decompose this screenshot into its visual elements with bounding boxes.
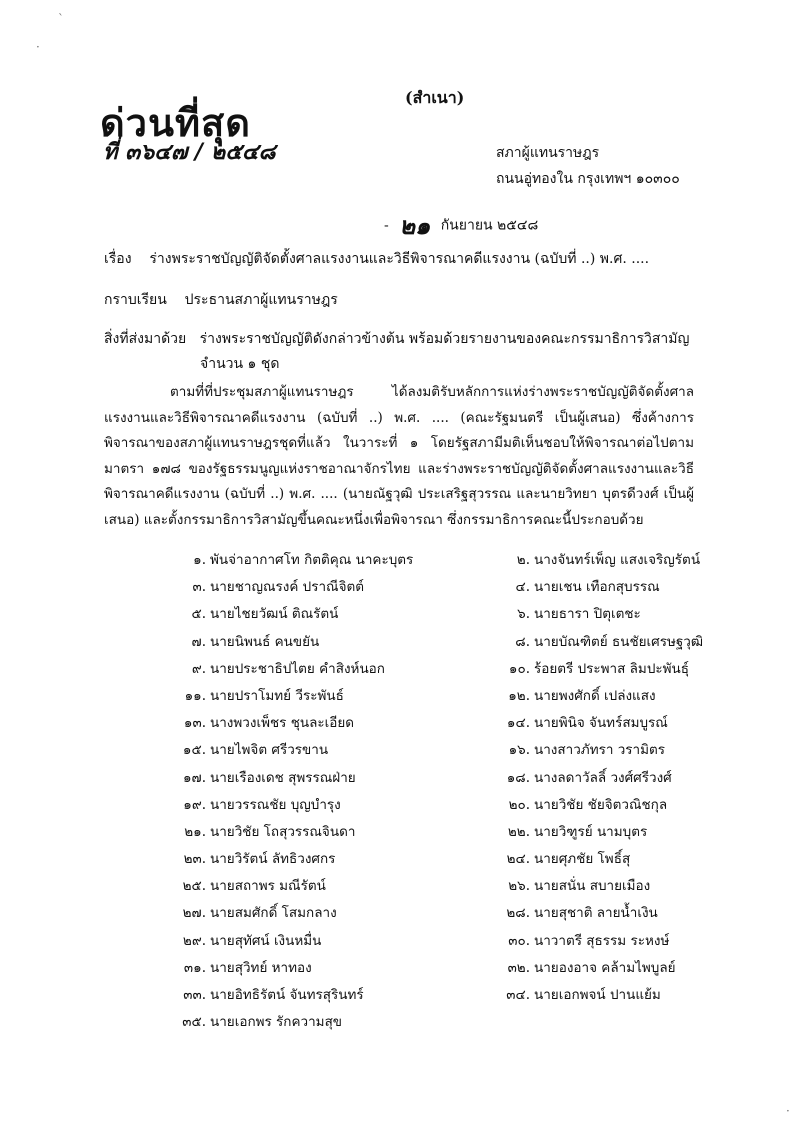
member-name: นายเอกพจน์ ปานแย้ม bbox=[534, 987, 661, 1003]
committee-member bbox=[500, 602, 700, 629]
committee-member bbox=[500, 874, 700, 901]
member-number: ๒๙. bbox=[182, 932, 206, 949]
member-name: นาวาตรี สุธรรม ระหงษ์ bbox=[534, 932, 670, 949]
member-name: นายวรรณชัย บุญบำรุง bbox=[210, 796, 341, 813]
member-name: นายพินิจ จันทร์สมบูรณ์ bbox=[534, 715, 668, 732]
member-name: นายวิชัย โถสุวรรณจินดา bbox=[210, 823, 356, 840]
committee-member bbox=[500, 793, 700, 820]
member-number: ๑๕. bbox=[182, 742, 206, 759]
member-name: นางพวงเพ็ชร ชุนละเอียด bbox=[210, 715, 355, 732]
member-name: นายศุภชัย โพธิ์สุ bbox=[534, 851, 631, 868]
member-number: ๒. bbox=[516, 552, 530, 568]
body-text: ตามที่ที่ประชุมสภาผู้แทนราษฎร ได้ลงมติรับหลักการแห่งร่างพระราชบัญญัติจัดตั้งศาลแรงงานและวิธีพิจารณาคดีแรงงาน (ฉบับที่ ..) พ.ศ. .... (คณะรัฐมนตรี เป็นผู้เสนอ) ซึ่งค้างการพิจารณาของสภาผู้แทนราษฎรชุดที่แล้ว ในวาระที่ ๑ โดยรัฐสภามีมติเห็นชอบให้พิจารณาต่อไปตามมาตรา ๑๗๘ ของรัฐธรรมนูญแห่งราชอาณาจักรไทย และร่างพระราชบัญญัติจัดตั้งศาลแรงงานและวิธีพิจารณาคดีแรงงาน (ฉบับที่ ..) พ.ศ. .... (นายณัฐวุฒิ ประเสริฐสุวรรณ และนายวิทยา บุตรดีวงศ์ เป็นผู้เสนอ) และตั้งกรรมาธิการวิสามัญขึ้นคณะหนึ่งเพื่อพิจารณา ซึ่งกรรมาธิการคณะนี้ประกอบด้วย bbox=[104, 384, 694, 528]
committee-member bbox=[180, 983, 500, 1010]
member-number: ๓๑. bbox=[183, 959, 206, 976]
committee-member bbox=[180, 956, 500, 983]
committee-member bbox=[500, 630, 704, 657]
committee-member bbox=[180, 657, 500, 684]
member-number: ๒๖. bbox=[508, 878, 530, 895]
body-paragraph bbox=[104, 380, 694, 534]
member-number: ๒๒. bbox=[507, 823, 530, 840]
committee-member-list bbox=[180, 548, 704, 1037]
member-name: พันจ่าอากาศโท กิตติคุณ นาคะบุตร bbox=[210, 552, 414, 568]
organization-address: ถนนอู่ทองใน กรุงเทพฯ ๑๐๓๐๐ bbox=[496, 171, 680, 187]
committee-member bbox=[180, 766, 500, 793]
committee-member bbox=[180, 820, 500, 847]
member-name: นายเชน เทือกสุบรรณ bbox=[534, 579, 660, 596]
committee-member bbox=[180, 684, 500, 711]
member-number: ๒๓. bbox=[183, 851, 206, 868]
member-name: นายวิฑูรย์ นามบุตร bbox=[534, 823, 648, 840]
committee-member bbox=[180, 874, 500, 901]
enclosure-quantity: จำนวน ๑ ชุด bbox=[200, 356, 280, 372]
member-name: นายอิทธิรัตน์ จันทรสุรินทร์ bbox=[210, 987, 364, 1003]
member-name: นายธารา ปิตุเตชะ bbox=[534, 606, 641, 623]
member-name: นายบัณฑิตย์ ธนชัยเศรษฐวุฒิ bbox=[534, 633, 704, 650]
letter-date bbox=[384, 206, 538, 245]
member-number: ๓๐. bbox=[508, 932, 530, 949]
member-name: นายสุทัศน์ เงินหมื่น bbox=[210, 932, 322, 949]
member-name: นายชาญณรงค์ ปราณีจิตต์ bbox=[210, 579, 365, 596]
member-number: ๑๐. bbox=[508, 660, 530, 677]
committee-member bbox=[180, 1010, 500, 1037]
scan-speck: · bbox=[786, 1104, 790, 1118]
salutation-text: ประธานสภาผู้แทนราษฎร bbox=[184, 292, 338, 308]
committee-member bbox=[500, 983, 700, 1010]
date-dash: - bbox=[384, 217, 389, 234]
member-name: นายพงศักดิ์ เปล่งแสง bbox=[534, 687, 656, 704]
committee-member bbox=[500, 901, 700, 928]
member-name: นายไพจิต ศรีวรขาน bbox=[210, 742, 329, 759]
member-number: ๙. bbox=[191, 660, 206, 677]
member-number: ๑๔. bbox=[506, 715, 530, 732]
member-number: ๒๘. bbox=[506, 905, 530, 922]
member-number: ๖. bbox=[517, 606, 530, 623]
enclosure-label: สิ่งที่ส่งมาด้วย bbox=[104, 331, 187, 347]
committee-member bbox=[180, 847, 500, 874]
enclosure-line bbox=[104, 328, 689, 350]
member-name: นายองอาจ คล้ามไพบูลย์ bbox=[534, 959, 676, 976]
member-number: ๑. bbox=[193, 552, 206, 568]
member-name: นายเอกพร รักความสุข bbox=[210, 1014, 343, 1031]
committee-member bbox=[500, 711, 700, 738]
committee-member bbox=[500, 847, 700, 874]
member-name: นายไชยวัฒน์ ติณรัตน์ bbox=[210, 606, 339, 623]
member-number: ๘. bbox=[515, 633, 530, 650]
member-number: ๓๓. bbox=[183, 987, 206, 1003]
committee-member bbox=[180, 602, 500, 629]
copy-label: (สำเนา) bbox=[405, 88, 465, 107]
member-name: นายปราโมทย์ วีระพันธ์ bbox=[210, 687, 344, 704]
member-name: นางจันทร์เพ็ญ แสงเจริญรัตน์ bbox=[534, 552, 701, 568]
committee-member bbox=[180, 548, 500, 575]
member-name: นายวิชัย ชัยจิตวณิชกุล bbox=[534, 796, 668, 813]
committee-member bbox=[500, 738, 700, 765]
committee-member bbox=[180, 630, 500, 657]
member-name: นายนิพนธ์ คนขยัน bbox=[210, 633, 320, 650]
member-number: ๓๕. bbox=[182, 1014, 206, 1031]
scan-speck: · bbox=[36, 40, 40, 54]
committee-member bbox=[180, 575, 500, 602]
member-name: นายเรืองเดช สุพรรณฝ่าย bbox=[210, 769, 356, 786]
member-number: ๓. bbox=[192, 579, 206, 596]
member-number: ๒๔. bbox=[506, 851, 530, 868]
member-number: ๔. bbox=[515, 579, 530, 596]
committee-member bbox=[180, 738, 500, 765]
member-name: นายประชาธิปไตย คำสิงห์นอก bbox=[210, 660, 385, 677]
enclosure-text: ร่างพระราชบัญญัติดังกล่าวข้างต้น พร้อมด้วยรายงานของคณะกรรมาธิการวิสามัญ bbox=[199, 331, 690, 347]
member-number: ๑๒. bbox=[508, 687, 530, 704]
committee-member bbox=[500, 766, 700, 793]
committee-member bbox=[500, 684, 700, 711]
member-number: ๑๓. bbox=[183, 715, 206, 732]
member-number: ๒๑. bbox=[184, 823, 206, 840]
organization-name: สภาผู้แทนราษฎร bbox=[496, 145, 600, 161]
member-name: นายสุชาติ ลายน้ำเงิน bbox=[534, 905, 658, 922]
member-number: ๗. bbox=[191, 633, 206, 650]
member-number: ๓๔. bbox=[506, 987, 530, 1003]
member-number: ๒๐. bbox=[508, 796, 530, 813]
committee-member bbox=[500, 929, 700, 956]
member-number: ๑๘. bbox=[506, 769, 530, 786]
member-name: นายสถาพร มณีรัตน์ bbox=[210, 878, 326, 895]
member-number: ๑๗. bbox=[182, 769, 206, 786]
urgent-stamp: ด่วนที่สุด bbox=[100, 101, 251, 145]
member-number: ๑๖. bbox=[508, 742, 530, 759]
member-name: นายสุวิทย์ หาทอง bbox=[210, 959, 312, 976]
date-month-year: กันยายน ๒๕๔๘ bbox=[440, 217, 539, 234]
member-name: นางสาวภัทรา วรามิตร bbox=[534, 742, 666, 759]
member-number: ๑๑. bbox=[184, 687, 206, 704]
subject-label: เรื่อง bbox=[104, 251, 132, 267]
member-number: ๒๕. bbox=[182, 878, 206, 895]
committee-member bbox=[500, 956, 700, 983]
date-day: ๒๑ bbox=[399, 212, 431, 240]
member-name: นางลดาวัลลิ์ วงศ์ศรีวงศ์ bbox=[534, 769, 672, 786]
committee-member bbox=[500, 657, 700, 684]
committee-member bbox=[180, 711, 500, 738]
committee-member bbox=[180, 901, 500, 928]
scan-speck: ˋ bbox=[58, 12, 64, 26]
committee-member bbox=[180, 929, 500, 956]
member-number: ๓๒. bbox=[507, 959, 530, 976]
member-name: ร้อยตรี ประพาส ลิมปะพันธุ์ bbox=[534, 660, 690, 677]
salutation-line bbox=[104, 289, 338, 311]
committee-member bbox=[500, 575, 700, 602]
salutation-label: กราบเรียน bbox=[104, 292, 167, 308]
subject-text: ร่างพระราชบัญญัติจัดตั้งศาลแรงงานและวิธีพิจารณาคดีแรงงาน (ฉบับที่ ..) พ.ศ. .... bbox=[149, 251, 650, 267]
committee-member bbox=[500, 820, 700, 847]
subject-line bbox=[104, 248, 649, 270]
committee-member bbox=[500, 548, 700, 575]
member-number: ๑๙. bbox=[183, 796, 206, 813]
member-number: ๕. bbox=[191, 606, 206, 623]
member-name: นายสมศักดิ์ โสมกลาง bbox=[210, 905, 337, 922]
member-number: ๒๗. bbox=[182, 905, 206, 922]
member-name: นายวิรัตน์ ลัทธิวงศกร bbox=[210, 851, 336, 868]
member-name: นายสนั่น สบายเมือง bbox=[534, 878, 651, 895]
committee-member bbox=[180, 793, 500, 820]
document-number: ที่ ๓๖๔๗ / ๒๕๔๘ bbox=[103, 140, 276, 165]
